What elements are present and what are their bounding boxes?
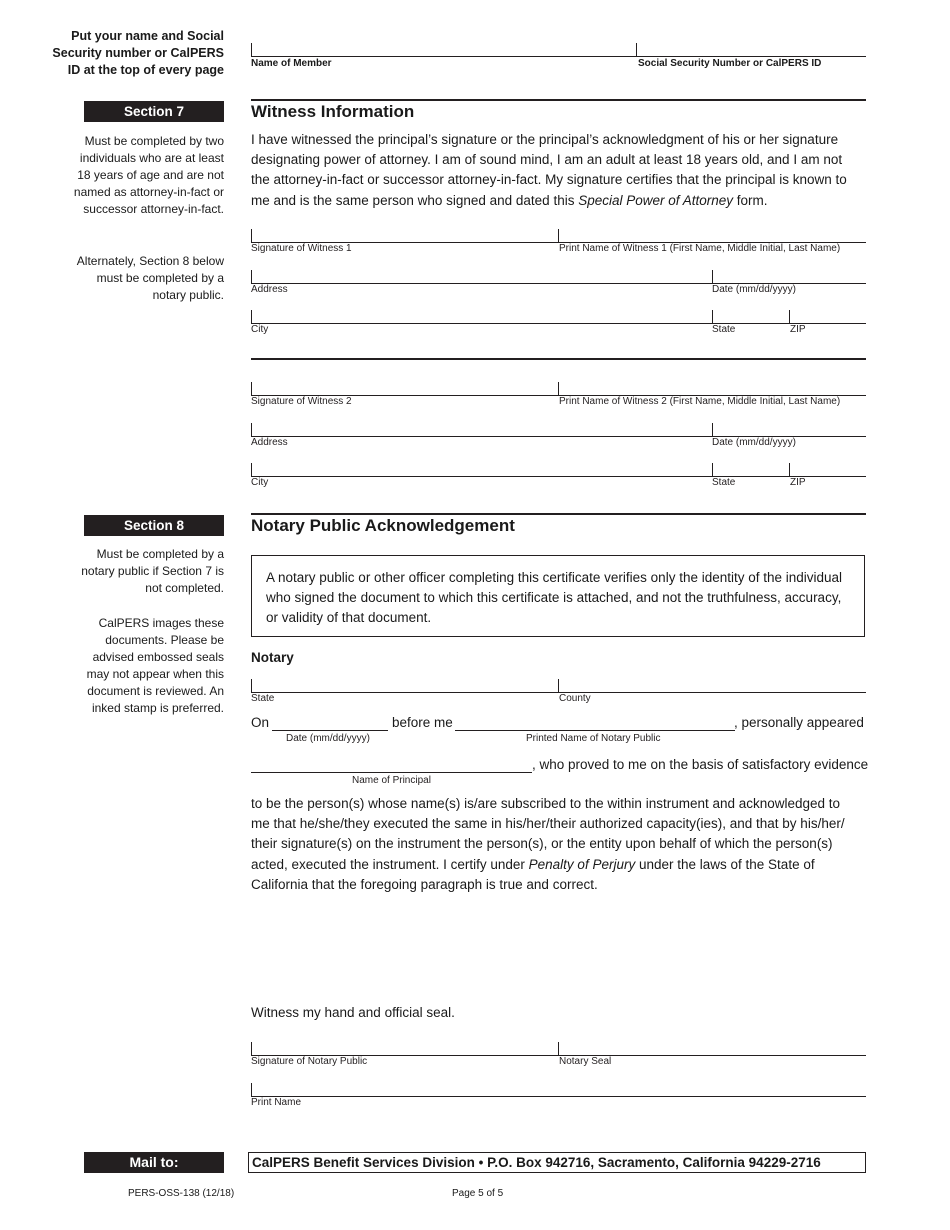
section7-note1: Must be completed by two individuals who are at least 18 years of age and are not named as attorney-in-fact or successor attorney-in-fact.: [73, 134, 224, 216]
witness1-zip-tick: [789, 310, 790, 323]
mail-address: CalPERS Benefit Services Division • P.O. Box 942716, Sacramento, California 94229-2716: [252, 1155, 821, 1170]
witness-hand-text: Witness my hand and official seal.: [251, 1005, 455, 1020]
witness1-state-label: State: [712, 324, 736, 335]
witness2-print-name-label: Print Name of Witness 2 (First Name, Middle Initial, Last Name): [559, 396, 841, 407]
mail-address-box: [248, 1152, 866, 1173]
witness1-city-line[interactable]: [251, 323, 866, 324]
header-instruction: Put your name and Social Security number or CalPERS ID at the top of every page: [52, 29, 224, 77]
section8-title: Notary Public Acknowledgement: [251, 516, 515, 535]
notary-disclaimer-box: [251, 555, 865, 637]
section8-note1: Must be completed by a notary public if Section 7 is not completed.: [81, 547, 224, 595]
notary-acknowledgement-body: to be the person(s) whose name(s) is/are subscribed to the within instrument and acknowledged to me that he/she/they executed the same in his/her/their authorized capacity(ies), and that by his/her/ their signature(s) on the instrument the person(s), or the entity upon behalf of which the person(s) acted, executed the instrument. I certify under Penalty of Perjury under the laws of the State of California that the foregoing paragraph is true and correct.: [251, 796, 845, 892]
witness1-signature-tick: [251, 229, 252, 242]
member-name-label: Name of Member: [251, 58, 332, 69]
notary-print-name-label: Print Name: [251, 1097, 302, 1108]
ssn-field-tick: [636, 43, 637, 56]
name-field-tick: [251, 43, 252, 56]
print-name-tick: [251, 1083, 252, 1096]
witness2-zip-tick: [789, 463, 790, 476]
witness1-zip-label: ZIP: [790, 324, 806, 335]
personally-appeared-text: , personally appeared: [734, 715, 864, 730]
witness2-signature-tick: [251, 382, 252, 395]
proved-text: , who proved to me on the basis of satisfactory evidence: [532, 757, 869, 772]
witness2-city-line[interactable]: [251, 476, 866, 477]
section7-title: Witness Information: [251, 102, 415, 121]
principal-name-label: Name of Principal: [352, 775, 431, 786]
witness2-address-label: Address: [251, 437, 288, 448]
notary-name-blank[interactable]: [455, 730, 735, 731]
notary-county-label: County: [559, 693, 591, 704]
section8-note2: CalPERS images these documents. Please be advised embossed seals may not appear when this document is reviewed. An inked stamp is preferred.: [86, 616, 224, 715]
witness1-print-name-label: Print Name of Witness 1 (First Name, Middle Initial, Last Name): [559, 243, 841, 254]
mail-to-label: Mail to:: [84, 1152, 224, 1173]
notary-state-label: State: [251, 693, 275, 704]
witness1-address-tick: [251, 270, 252, 283]
witness1-city-label: City: [251, 324, 269, 335]
witness2-state-label: State: [712, 477, 736, 488]
witness1-name-tick: [558, 229, 559, 242]
section7-label: Section 7: [84, 101, 224, 122]
witness2-date-tick: [712, 423, 713, 436]
principal-name-blank[interactable]: [251, 772, 532, 773]
notary-disclaimer-text: A notary public or other officer completing this certificate verifies only the identity of the individual who signed the document to which this certificate is attached, and not the truthfulness, accuracy, or validity of that document.: [266, 570, 843, 626]
ssn-label: Social Security Number or CalPERS ID: [638, 58, 822, 69]
notary-heading: Notary: [251, 650, 294, 665]
witness2-zip-label: ZIP: [790, 477, 806, 488]
witness-statement: I have witnessed the principal’s signature or the principal’s acknowledgment of his or her signature designating power of attorney. I am of sound mind, I am an adult at least 18 years old, and I am not the attorney-in-fact or successor attorney-in-fact. My signature certifies that the principal is known to me and is the same person who signed and dated this Special Power of Attorney form.: [251, 132, 847, 208]
witness2-city-label: City: [251, 477, 269, 488]
notary-seal-tick: [558, 1042, 559, 1055]
notary-date-label: Date (mm/dd/yyyy): [286, 733, 370, 744]
witness2-signature-label: Signature of Witness 2: [251, 396, 352, 407]
witness1-city-tick: [251, 310, 252, 323]
form-id: PERS-OSS-138 (12/18): [128, 1188, 235, 1199]
section8-label: Section 8: [84, 515, 224, 536]
notary-county-tick: [558, 679, 559, 692]
notary-date-blank[interactable]: [272, 730, 388, 731]
witness1-date-label: Date (mm/dd/yyyy): [712, 284, 796, 295]
witness2-city-tick: [251, 463, 252, 476]
notary-signature-tick: [251, 1042, 252, 1055]
witness1-signature-label: Signature of Witness 1: [251, 243, 352, 254]
witness1-address-label: Address: [251, 284, 288, 295]
witness2-name-tick: [558, 382, 559, 395]
section7-note2: Alternately, Section 8 below must be completed by a notary public.: [76, 254, 224, 302]
witness2-date-label: Date (mm/dd/yyyy): [712, 437, 796, 448]
witness2-state-tick: [712, 463, 713, 476]
notary-signature-label: Signature of Notary Public: [251, 1056, 368, 1067]
witness2-address-tick: [251, 423, 252, 436]
printed-notary-name-label: Printed Name of Notary Public: [526, 733, 661, 744]
before-me-text: before me: [392, 715, 453, 730]
witness1-date-tick: [712, 270, 713, 283]
notary-print-name-line[interactable]: [251, 1096, 866, 1097]
notary-seal-label: Notary Seal: [559, 1056, 612, 1067]
member-field-line[interactable]: [251, 56, 866, 57]
on-text: On: [251, 715, 270, 730]
witness-divider: [251, 358, 866, 360]
notary-state-tick: [251, 679, 252, 692]
witness1-state-tick: [712, 310, 713, 323]
page-number: Page 5 of 5: [452, 1188, 504, 1199]
